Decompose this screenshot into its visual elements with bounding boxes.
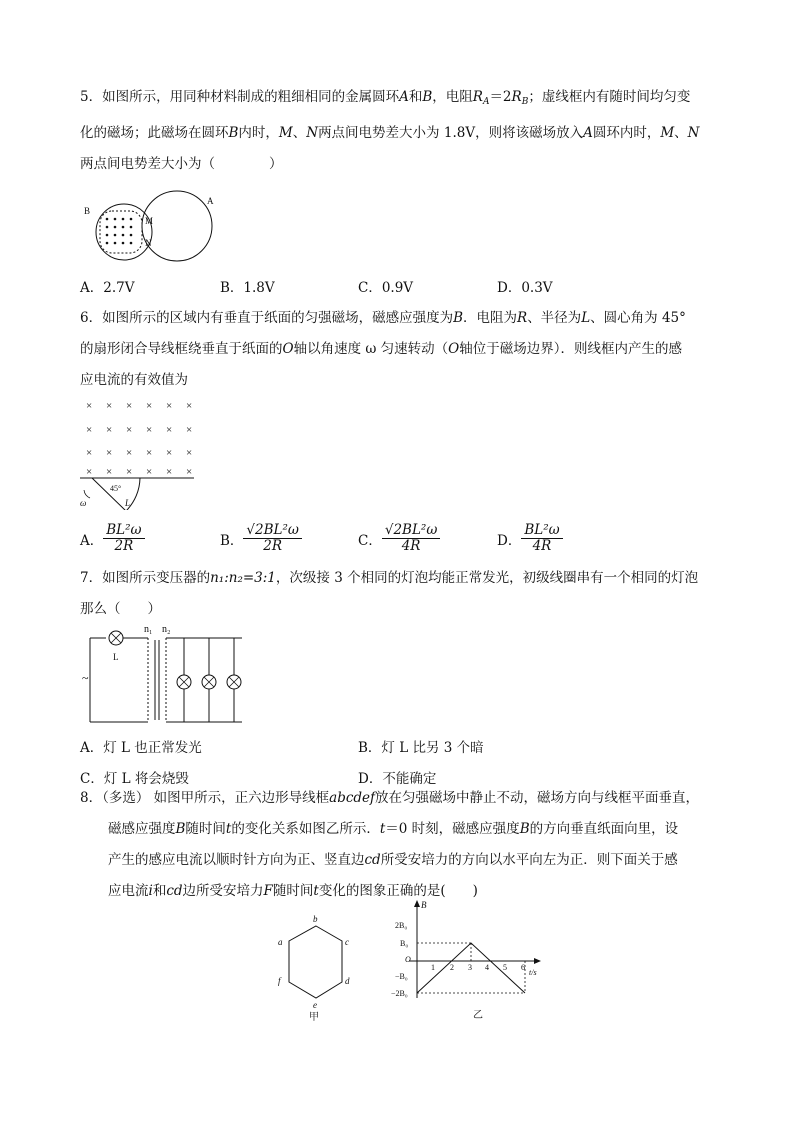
q5-option-c[interactable]: C．0.9V	[358, 280, 414, 296]
svg-text:×: ×	[146, 466, 153, 478]
svg-text:×: ×	[166, 466, 173, 478]
q7-transformer-figure	[80, 622, 250, 728]
svg-text:×: ×	[86, 466, 93, 478]
q7-line-1: 7．如图所示变压器的n₁:n₂=3:1，次级接 3 个相同的灯泡均能正常发光，初级线圈串有一个相同的灯泡	[80, 570, 699, 586]
vertex-f: f	[278, 976, 281, 986]
q5-option-d[interactable]: D．0.3V	[497, 280, 553, 296]
y-tick-b0: B₀	[400, 939, 409, 948]
svg-text:×: ×	[166, 400, 173, 412]
hexagon-frame	[289, 926, 342, 998]
q5-option-b[interactable]: B．1.8V	[220, 280, 275, 296]
q7-option-a[interactable]: A．灯 L 也正常发光	[80, 740, 202, 756]
q6-line-1: 6．如图所示的区域内有垂直于纸面的匀强磁场，磁感应强度为B．电阻为R、半径为L、圆心角为 45°	[80, 310, 686, 326]
sector-frame	[92, 478, 140, 510]
svg-text:×: ×	[146, 400, 153, 412]
label-a: A	[207, 196, 214, 206]
svg-text:×: ×	[106, 400, 113, 412]
question-6	[80, 303, 720, 396]
svg-text:×: ×	[106, 447, 113, 459]
svg-text:×: ×	[126, 400, 133, 412]
q5-line-3: 两点间电势差大小为（ ）	[80, 156, 283, 172]
svg-text:×: ×	[86, 447, 93, 459]
label-n1: n₁	[144, 624, 153, 635]
q7-option-c[interactable]: C．灯 L 将会烧毁	[80, 771, 189, 787]
svg-text:×: ×	[166, 447, 173, 459]
y-tick-neg-2b0: −2B₀	[391, 989, 408, 998]
svg-text:×: ×	[186, 400, 193, 412]
graph-caption: 乙	[473, 1010, 483, 1021]
vertex-a: a	[278, 937, 283, 947]
q5-line-1: 5．如图所示，用同种材料制成的粗细相同的金属圆环A和B，电阻$R_A=2R_B$；虚线框内有随时间均匀变	[80, 89, 691, 107]
y-tick-2b0: 2B₀	[395, 921, 408, 930]
vertex-d: d	[345, 976, 350, 986]
q7-line-2: 那么（ ）	[80, 601, 161, 617]
ring-b	[96, 204, 152, 260]
x-tick-3: 3	[468, 963, 472, 972]
q6-option-b[interactable]: B． $\frac{\text{√2BL²ω}}{2R}$	[220, 523, 302, 554]
q8-hexagon-figure	[275, 912, 355, 1022]
svg-text:×: ×	[186, 447, 193, 459]
x-tick-6: 6	[521, 963, 525, 972]
x-tick-2: 2	[450, 963, 454, 972]
x-tick-5: 5	[503, 963, 507, 972]
vertex-b: b	[313, 914, 318, 924]
q5-option-a[interactable]: A．2.7V	[80, 280, 135, 296]
label-b: B	[84, 206, 91, 216]
q8-line-4: 应电流i和cd边所受安培力F随时间t变化的图象正确的是( )	[108, 883, 478, 899]
origin-label: O	[405, 955, 411, 964]
omega-label: ω	[80, 498, 87, 508]
hexagon-caption: 甲	[309, 1012, 319, 1022]
label-m: M	[145, 216, 154, 226]
q8-b-t-graph	[365, 898, 545, 1022]
svg-text:×: ×	[86, 400, 93, 412]
vertex-c: c	[345, 937, 349, 947]
label-n: N	[145, 238, 152, 248]
q5-line-2: 化的磁场；此磁场在圆环B内时，M、N两点间电势差大小为 1.8V，则将该磁场放入A圆环内时，M、N	[80, 125, 700, 141]
q6-sector-figure	[80, 394, 200, 510]
q7-option-b[interactable]: B．灯 L 比另 3 个暗	[358, 740, 484, 756]
label-l: L	[113, 652, 119, 662]
radius-label: L	[125, 498, 131, 508]
y-tick-neg-b0: −B₀	[395, 972, 408, 981]
q5-rings-figure	[80, 190, 230, 270]
q6-line-3: 应电流的有效值为	[80, 372, 188, 388]
svg-text:×: ×	[86, 424, 93, 436]
x-axis-label: t/s	[529, 968, 537, 977]
x-tick-1: 1	[431, 963, 435, 972]
svg-text:×: ×	[146, 424, 153, 436]
q8-line-1: 8．（多选） 如图甲所示，正六边形导线框abcdef放在匀强磁场中静止不动，磁场方向与线框平面垂直，	[80, 790, 700, 806]
q6-option-c[interactable]: C． $\frac{\text{√2BL²ω}}{4R}$	[358, 523, 440, 554]
field-dots	[106, 218, 133, 245]
ac-source-label: ~	[82, 671, 89, 685]
svg-text:×: ×	[126, 424, 133, 436]
q6-option-a[interactable]: A． $\frac{\text{BL²ω}}{2R}$	[80, 523, 145, 554]
label-n2: n₂	[162, 624, 171, 635]
svg-text:×: ×	[146, 447, 153, 459]
field-crosses	[86, 400, 192, 478]
q8-line-2: 磁感应强度B随时间t的变化关系如图乙所示．t＝0 时刻，磁感应强度B的方向垂直纸面向里，设	[108, 821, 679, 837]
question-8	[80, 783, 720, 907]
vertex-e: e	[313, 1000, 317, 1010]
svg-text:×: ×	[106, 466, 113, 478]
y-axis-label: B	[421, 900, 427, 910]
q7-option-d[interactable]: D．不能确定	[358, 771, 437, 787]
field-box	[100, 211, 142, 253]
svg-text:×: ×	[186, 466, 193, 478]
q6-option-d[interactable]: D． $\frac{\text{BL²ω}}{4R}$	[497, 523, 563, 554]
question-5	[80, 82, 720, 180]
question-7	[80, 563, 720, 625]
svg-text:×: ×	[186, 424, 193, 436]
q6-line-2: 的扇形闭合导线框绕垂直于纸面的O轴以角速度 ω 匀速转动（O轴位于磁场边界）．则线框内产生的感	[80, 341, 682, 357]
svg-text:×: ×	[166, 424, 173, 436]
rotation-arrow	[84, 490, 90, 498]
svg-text:×: ×	[126, 466, 133, 478]
svg-text:×: ×	[126, 447, 133, 459]
q8-line-3: 产生的感应电流以顺时针方向为正、竖直边cd所受安培力的方向以水平向左为正．则下面关于感	[108, 852, 678, 868]
x-tick-4: 4	[485, 963, 489, 972]
angle-label: 45°	[110, 484, 122, 493]
ring-a	[142, 191, 212, 261]
svg-text:×: ×	[106, 424, 113, 436]
